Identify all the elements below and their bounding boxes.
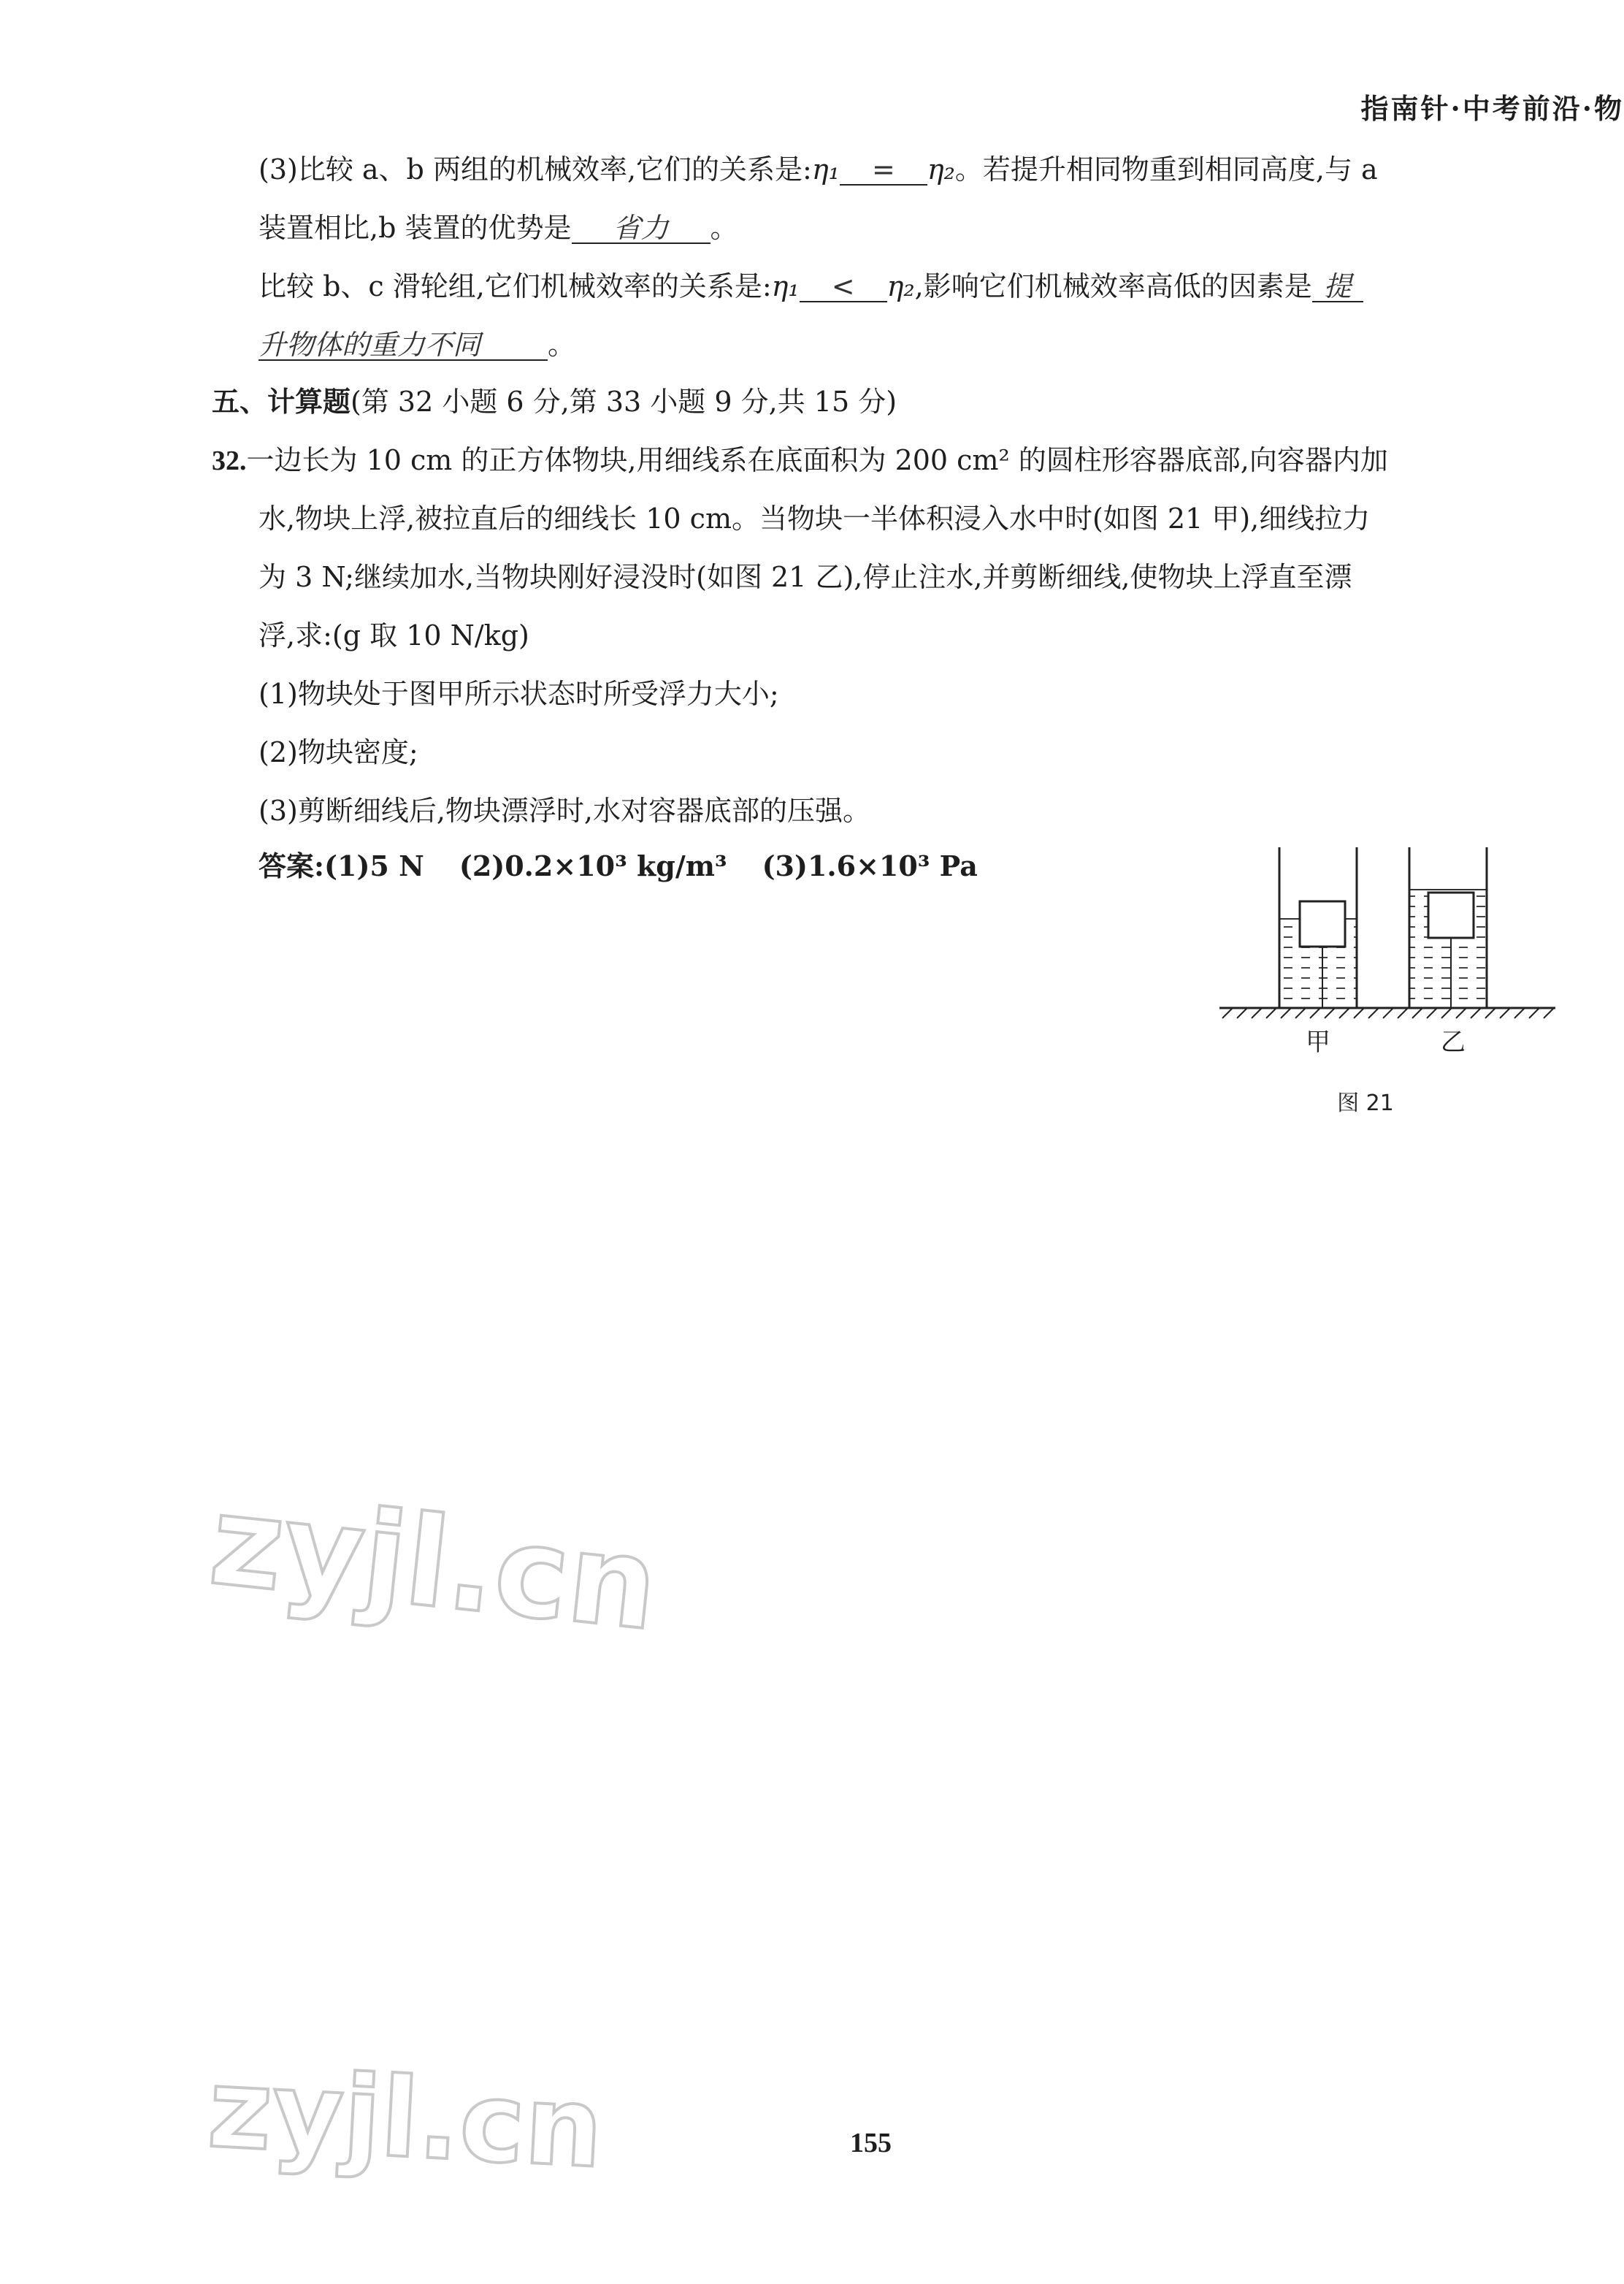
eta2-symbol: η₂ <box>927 153 955 186</box>
block-yi <box>1428 893 1474 938</box>
q32-sub2: (2)物块密度; <box>258 736 418 768</box>
running-header: 指南针·中考前沿·物 <box>1360 92 1624 125</box>
eta1-symbol: η₁ <box>811 153 840 186</box>
q31-line2-text-a: 装置相比,b 装置的优势是 <box>258 212 572 244</box>
q31-line1-text-b: 。若提升相同物重到相同高度,与 a <box>954 153 1378 186</box>
label-jia: 甲 <box>1306 1028 1330 1057</box>
answer-blank-4b: 升物体的重力不同 <box>258 330 548 361</box>
q31-line1-text-a: (3)比较 a、b 两组的机械效率,它们的关系是: <box>258 153 812 186</box>
watermark-2: zyjl.cn <box>204 2045 606 2193</box>
block-jia <box>1300 901 1345 947</box>
answer-blank-4a: 提 <box>1312 272 1363 302</box>
answer-blank-1: = <box>840 155 927 186</box>
answer-label: 答案: <box>258 849 325 882</box>
q32-answer <box>258 849 978 884</box>
eta2-symbol: η₂ <box>886 270 915 302</box>
container-yi <box>1409 847 1487 1008</box>
ground-line <box>1219 1008 1555 1018</box>
eta1-symbol: η₁ <box>771 270 800 302</box>
q32-line1 <box>212 443 1388 478</box>
answer-3: (3)1.6×10³ Pa <box>762 849 978 882</box>
q31-line2-text-b: 。 <box>710 212 738 244</box>
container-jia <box>1279 847 1357 1008</box>
q31-line4 <box>258 327 575 362</box>
q32-sub1: (1)物块处于图甲所示状态时所受浮力大小; <box>258 678 779 710</box>
q31-line1 <box>258 152 1378 187</box>
answer-1: (1)5 N <box>324 849 424 882</box>
answer-blank-3: < <box>800 272 887 302</box>
q32-sub3: (3)剪断细线后,物块漂浮时,水对容器底部的压强。 <box>258 795 870 827</box>
question-number: 32. <box>212 446 247 476</box>
q31-line3 <box>258 269 1363 304</box>
q31-line3-text-b: ,影响它们机械效率高低的因素是 <box>914 270 1312 302</box>
label-yi: 乙 <box>1441 1028 1466 1057</box>
section-subtitle: (第 32 小题 6 分,第 33 小题 9 分,共 15 分) <box>351 386 897 418</box>
q32-text-line1: 一边长为 10 cm 的正方体物块,用细线系在底面积为 200 cm² 的圆柱形容器底部,向容器内加 <box>246 444 1388 476</box>
section-title: 五、计算题 <box>212 385 351 418</box>
figure-21 <box>1212 840 1563 1176</box>
q32-line4: 浮,求:(g 取 10 N/kg) <box>258 619 529 652</box>
q31-line3-text-a: 比较 b、c 滑轮组,它们机械效率的关系是: <box>258 270 772 302</box>
section-heading <box>212 384 897 419</box>
answer-blank-2: 省力 <box>572 213 710 244</box>
q32-line3: 为 3 N;继续加水,当物块刚好浸没时(如图 21 乙),停止注水,并剪断细线,使物块上浮直至漂 <box>258 561 1352 593</box>
q31-line4-text-b: 。 <box>548 329 576 361</box>
page-number: 155 <box>850 2128 892 2158</box>
q31-line2 <box>258 210 738 245</box>
figure-caption: 图 21 <box>1337 1091 1394 1116</box>
q32-line2: 水,物块上浮,被拉直后的细线长 10 cm。当物块一半体积浸入水中时(如图 21 甲),细线拉力 <box>258 503 1371 535</box>
watermark-1: zyjl.cn <box>204 1468 664 1659</box>
answer-2: (2)0.2×10³ kg/m³ <box>459 849 727 882</box>
